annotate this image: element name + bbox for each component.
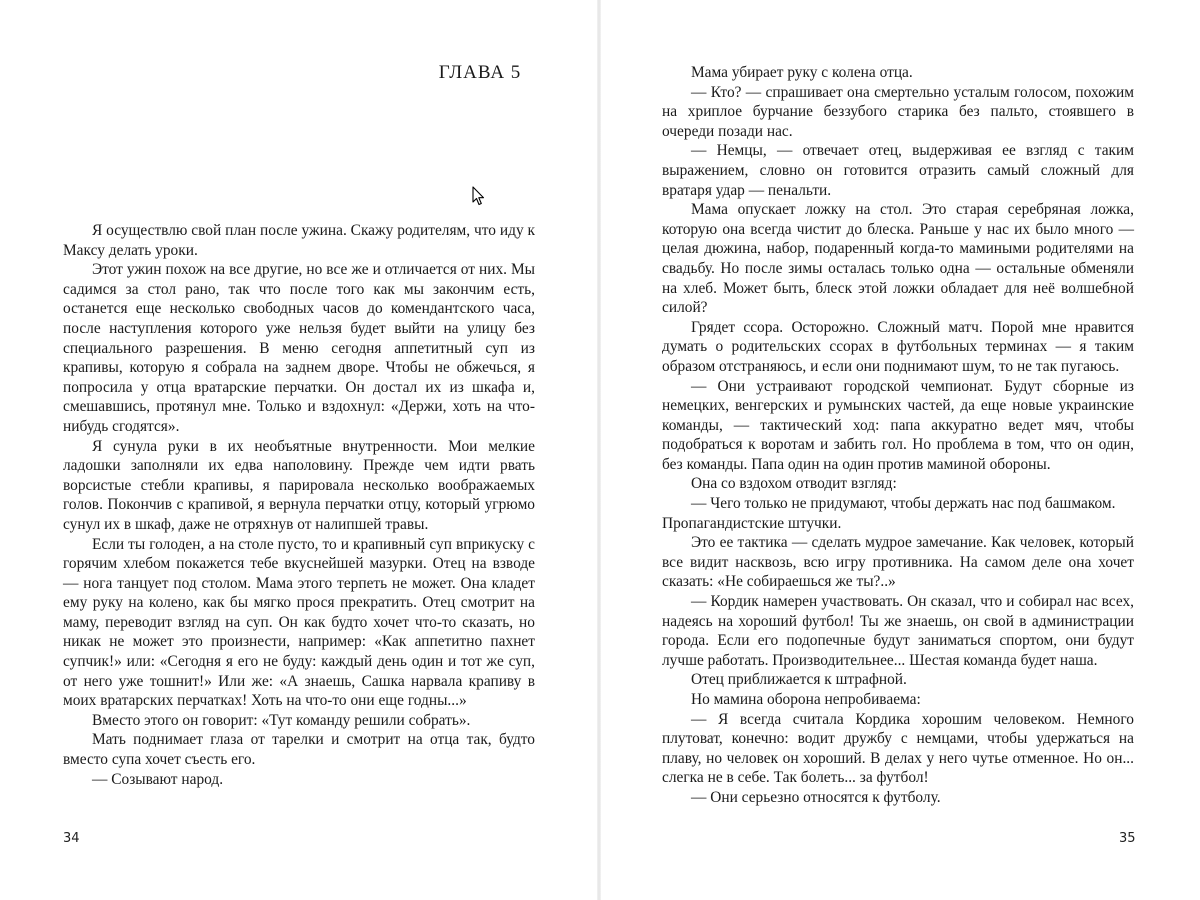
- paragraph: Но мамина оборона непробиваема:: [691, 691, 921, 708]
- paragraph: Пропагандистские штучки.: [662, 514, 842, 532]
- paragraph: Мама убирает руку с колена отца.: [691, 64, 913, 81]
- left-page-text: [63, 221, 535, 789]
- paragraph: Мать поднимает глаза от тарелки и смотрит на отца так, будто вместо супа хочет съесть его.: [63, 731, 535, 769]
- paragraph: — Они устраивают городской чемпионат. Будут сборные из немецких, венгерских и румынских частей, да еще новые украинские команды, — тактический ход: папа аккуратно ведет мяч, чтобы подобраться к воротам и забить гол. Но проблема в том, что он один, без команды. Папа один на один против маминой обороны.: [662, 377, 1134, 473]
- paragraph: Я осуществлю свой план после ужина. Скажу родителям, что иду к Максу делать уроки.: [63, 222, 535, 259]
- paragraph: Грядет ссора. Осторожно. Сложный матч. Порой мне нравится думать о родительских ссорах в футбольных терминах — я таким образом отстраняюсь, и если они поднимают шум, то не так пугаюсь.: [662, 318, 1134, 375]
- mouse-pointer-icon: [472, 186, 486, 206]
- paragraph: Мама опускает ложку на стол. Это старая серебряная ложка, которую она всегда чистит до блеска. Раньше у нас их было много — целая дюжина, набор, подаренный когда-то мамиными родителями на свадьбу. Но после зимы осталась только одна — остальные обменяли на хлеб. Может быть, блеск этой ложки обладает для неё волшебной силой?: [662, 201, 1134, 317]
- paragraph: — Они серьезно относятся к футболу.: [691, 788, 941, 806]
- paragraph: — Я всегда считала Кордика хорошим человеком. Немного плутоват, конечно: водит дружбу с немцами, чтобы удержаться на плаву, но человек он хороший. В делах у него чутье отменное. Но он... слегка не в себе. Так болеть... за футбол!: [662, 710, 1134, 787]
- page-number-left: 34: [63, 831, 80, 846]
- left-page: [0, 0, 598, 900]
- paragraph: Этот ужин похож на все другие, но все же и отличается от них. Мы садимся за стол рано, так что после того как мы закончим есть, останется еще несколько свободных часов до комендантского часа, после наступления которого уже нельзя будет выйти на улицу без специального разрешения. В меню сегодня аппетитный суп из крапивы, которую я собрала на заднем дворе. Чтобы не обжечься, я попросила у отца вратарские перчатки. Он достал их из шкафа и, смешавшись, протянул мне. Только и вздохнул: «Держи, хоть на что-нибудь сгодятся».: [63, 261, 535, 435]
- paragraph: Это ее тактика — сделать мудрое замечание. Как человек, который все видит насквозь, всю игру противника. На самом деле она хочет сказать: «Не собираешься же ты?..»: [662, 534, 1134, 591]
- paragraph: — Кто? — спрашивает она смертельно усталым голосом, похожим на хриплое бурчание беззубого старика без пальто, стоявшего в очереди позади нас.: [662, 83, 1134, 140]
- paragraph: Я сунула руки в их необъятные внутренности. Мои мелкие ладошки заполняли их едва наполовину. Прежде чем идти рвать ворсистые стебли крапивы, я парировала несколько воображаемых голов. Покончив с крапивой, я вернула перчатки отцу, который угрюмо сунул их в шкаф, даже не отряхнув от налипшей травы.: [63, 437, 535, 533]
- paragraph: — Чего только не придумают, чтобы держать нас под башмаком.: [691, 495, 1116, 513]
- paragraph: — Немцы, — отвечает отец, выдерживая ее взгляд с таким выражением, словно он готовится отразить самый сложный для вратаря удар — пенальти.: [662, 142, 1134, 199]
- right-page: [600, 0, 1200, 900]
- page-number-right: 35: [1119, 831, 1136, 846]
- right-page-text: [662, 63, 1134, 808]
- chapter-title: ГЛАВА 5: [438, 62, 522, 83]
- paragraph: Если ты голоден, а на столе пусто, то и крапивный суп вприкуску с горячим хлебом покажется тебе вкуснейшей мазурки. Отец на взводе — нога танцует под столом. Мама этого терпеть не может. Она кладет ему руку на колено, как бы мягко прося прекратить. Отец смотрит на маму, переводит взгляд на суп. Он как будто хочет что-то сказать, но никак не может это произнести, например: «Как аппетитно пахнет супчик!» или: «Сегодня я его не буду: каждый день один и тот же суп, от него уже тошнит!» Или же: «А знаешь, Сашка нарвала крапиву в моих вратарских перчатках! Хоть на что-то они еще годны...»: [63, 535, 535, 710]
- paragraph: Она со вздохом отводит взгляд:: [691, 475, 897, 493]
- paragraph: Вместо этого он говорит: «Тут команду решили собрать».: [92, 711, 471, 729]
- paragraph: — Созывают народ.: [92, 770, 224, 788]
- paragraph: Отец приближается к штрафной.: [691, 671, 907, 689]
- paragraph: — Кордик намерен участвовать. Он сказал, что и собирал нас всех, надеясь на хороший футбол! Ты же знаешь, он свой в администрации города. Если его подопечные будут заниматься спортом, они будут лучше работать. Производительнее... Шестая команда будет наша.: [662, 593, 1134, 669]
